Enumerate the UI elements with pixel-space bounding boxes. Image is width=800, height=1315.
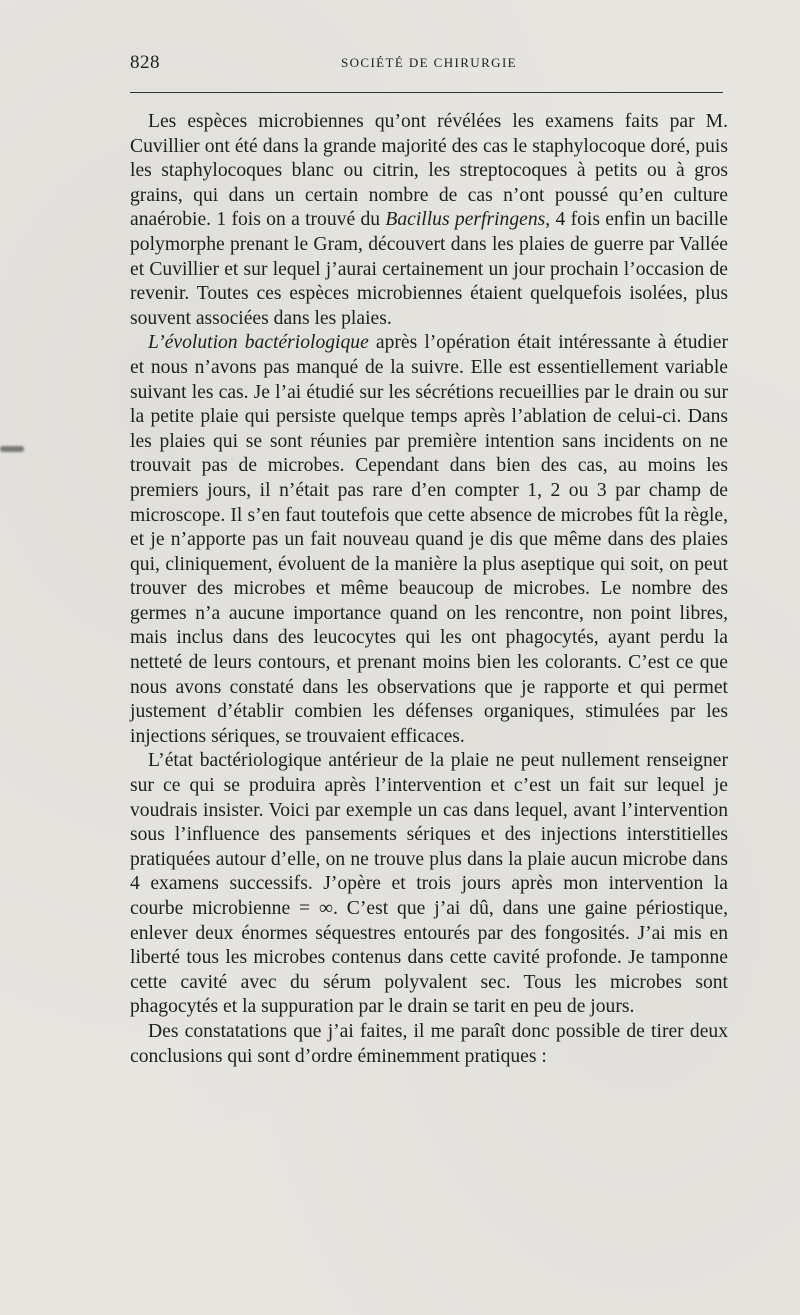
running-title: SOCIÉTÉ DE CHIRURGIE (340, 55, 518, 70)
text-segment: Les espèces microbiennes qu’ont révélées les examens faits par M. Cuvillier ont été dans la grande majorité des cas le staphylocoque doré, puis les staphylocoques blanc ou citrin, les streptocoques à petits ou à gros grains, qui dans un certain nombre de cas n’ont poussé qu’en culture anaérobie. 1 fois on a trouvé du (130, 111, 728, 231)
text-segment: Des constatations que j’ai faites, il me paraît donc possible de tirer deux conclusions qui sont d’ordre éminemment pratiques : (130, 1020, 728, 1067)
text-segment-italic: Bacillus perfringens (385, 209, 546, 231)
text-segment-italic: L’évolution bactériologique (148, 332, 369, 354)
book-page (130, 0, 728, 1315)
text-segment: , 4 fois enfin un bacille polymorphe prenant le Gram, découvert dans les plaies de guerre par Vallée et Cuvillier et sur lequel j’aurai certainement un jour prochain l’occasion de revenir. Toutes ces espèces microbiennes étaient quelquefois isolées, plus souvent associées dans les plaies. (130, 209, 728, 329)
running-head (130, 52, 728, 76)
paragraph-bacteriological-evolution (130, 331, 728, 749)
text-segment: L’état bactériologique antérieur de la plaie ne peut nullement renseigner sur ce qui se produira après l’intervention et c’est un fait sur lequel je voudrais insister. Voici par exemple un cas dans lequel, avant l’intervention sous l’influence des pansements sériques et des injections interstitielles pratiquées autour d’elle, on ne trouve plus dans la plaie aucun microbe dans 4 examens successifs. J’opère et trois jours après mon intervention la courbe microbienne = ∞. C’est que j’ai dû, dans une gaine périostique, enlever deux énormes séquestres entourés par des fongosités. J’ai mis en liberté tous les microbes contenus dans cette cavité profonde. Je tamponne cette cavité avec du sérum polyvalent sec. Tous les microbes sont phagocytés et la suppuration par le drain se tarit en peu de jours. (130, 750, 728, 1018)
paragraph-prior-state (130, 749, 728, 1020)
body-text (130, 110, 728, 1069)
page-number: 828 (130, 52, 160, 73)
header-rule (130, 92, 723, 93)
text-segment: après l’opération était intéressante à étudier et nous n’avons pas manqué de la suivre. Elle est essentiellement variable suivant les cas. Je l’ai étudié sur les sécrétions recueillies par le drain ou sur la petite plaie qui persiste quelque temps après l’ablation de celui-ci. Dans les plaies qui se sont réunies par première intention sans incidents on ne trouvait pas de microbes. Cependant dans bien des cas, au moins les premiers jours, il n’était pas rare d’en compter 1, 2 ou 3 par champ de microscope. Il s’en faut toutefois que cette absence de microbes fût la règle, et je n’apporte pas un fait nouveau quand je dis que même dans des plaies qui, cliniquement, évoluent de la manière la plus aseptique qui soit, on peut trouver des microbes et même beaucoup de microbes. Le nombre des germes n’a aucune importance quand on les rencontre, non point libres, mais inclus dans des leucocytes qui les ont phagocytés, ayant perdu la netteté de leurs contours, et prenant moins bien les colorants. C’est ce que nous avons constaté dans les observations que je rapporte et qui permet justement d’établir combien les défenses organiques, stimulées par les injections sériques, se trouvaient efficaces. (130, 332, 728, 747)
margin-ink-mark (0, 446, 24, 452)
paragraph-microbial-species (130, 110, 728, 331)
paragraph-conclusions (130, 1020, 728, 1069)
